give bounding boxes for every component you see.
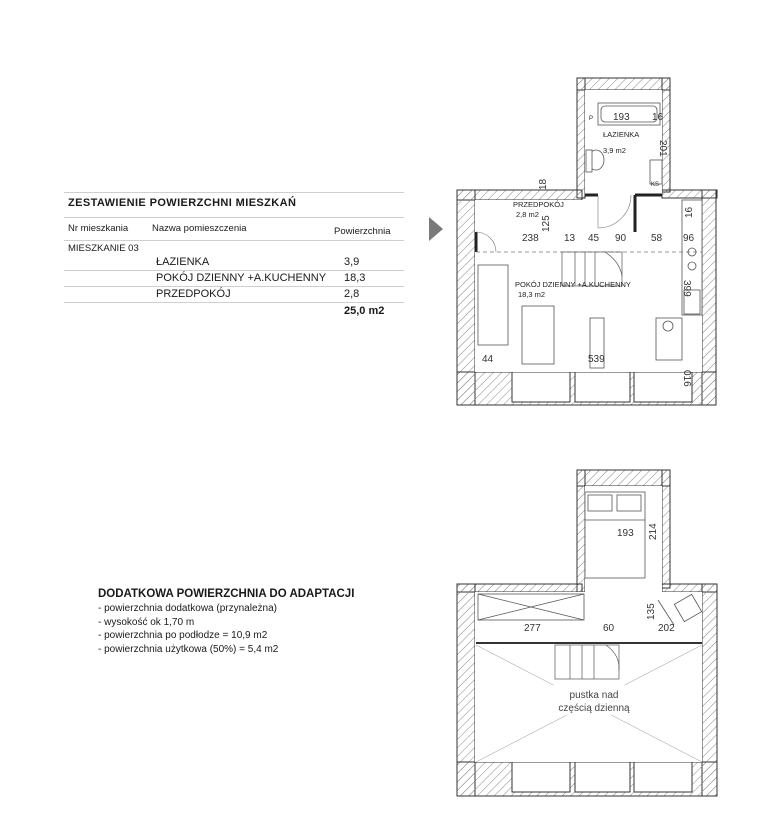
room-area: 3,9 [344, 256, 360, 268]
dim-label: 193 [617, 528, 634, 539]
room-name: POKÓJ DZIENNY +A.KUCHENNY [156, 272, 327, 284]
dim-label: 214 [648, 523, 659, 540]
spiral-stairs [555, 645, 619, 679]
dim-label: 18 [538, 178, 549, 190]
dim-label: 201 [657, 140, 668, 157]
label-ks: KS [651, 182, 660, 188]
dim-label: 539 [588, 354, 605, 365]
table-row [64, 287, 404, 303]
col-room-header: Nazwa pomieszczenia [152, 223, 247, 234]
adaptation-line: - powierzchnia użytkowa (50%) = 5,4 m2 [98, 643, 279, 655]
dim-label: 45 [588, 233, 600, 244]
void-label: pustka nad [569, 690, 619, 701]
dim-label: 202 [658, 623, 675, 634]
area-summary-table [64, 192, 404, 318]
summary-header [64, 217, 404, 240]
upper-floor-plan [450, 460, 720, 800]
room-label-living: POKÓJ DZIENNY +A.KUCHENNY [515, 280, 631, 289]
summary-title: ZESTAWIENIE POWIERZCHNI MIESZKAŃ [64, 192, 404, 217]
table-row [64, 271, 404, 287]
dim-label: 58 [651, 233, 663, 244]
adaptation-line: - wysokość ok 1,70 m [98, 616, 195, 628]
pointer-arrow-icon [428, 216, 444, 242]
dim-label: 13 [564, 233, 576, 244]
dim-label: 135 [646, 603, 657, 620]
dim-label: 125 [541, 215, 552, 232]
dim-label: 96 [683, 233, 695, 244]
room-area: 2,8 [344, 288, 360, 300]
dim-label: 60 [603, 623, 615, 634]
dim-label: 277 [524, 623, 541, 634]
windows [512, 762, 692, 792]
col-area-header: Powierzchnia [334, 226, 391, 237]
adaptation-title: DODATKOWA POWIERZCHNIA DO ADAPTACJI [98, 588, 355, 600]
area-label-living: 18,3 m2 [518, 290, 546, 299]
apartment-number: MIESZKANIE 03 [68, 243, 139, 254]
col-apartment-header: Nr mieszkania [68, 223, 129, 234]
area-label-bathroom: 3,9 m2 [603, 146, 626, 155]
room-name: ŁAZIENKA [156, 256, 210, 268]
room-label-hall: PRZEDPOKÓJ [513, 200, 564, 209]
lower-floor-plan [450, 70, 720, 410]
dim-label: 193 [613, 112, 630, 123]
room-name: PRZEDPOKÓJ [156, 288, 231, 300]
room-area: 18,3 [344, 272, 366, 284]
windows [512, 372, 692, 402]
dim-label: 44 [482, 354, 494, 365]
dim-label: 238 [522, 233, 539, 244]
room-label-bathroom: ŁAZIENKA [603, 130, 640, 139]
label-p: P [589, 116, 594, 122]
table-row [64, 255, 404, 271]
adaptation-line: - powierzchnia po podłodze = 10,9 m2 [98, 630, 268, 641]
dim-label: 16 [684, 206, 695, 218]
total-area: 25,0 m2 [344, 305, 385, 317]
adaptation-notes [98, 588, 408, 656]
apartment-row [64, 240, 404, 255]
dim-label: 90 [615, 233, 627, 244]
dim-label: 399 [681, 280, 692, 297]
total-row [64, 303, 404, 318]
adaptation-line: - powierzchnia dodatkowa (przynależna) [98, 603, 277, 614]
void-label: częścią dzienną [558, 703, 630, 714]
dim-label: 016 [681, 370, 692, 387]
dim-label: 16 [652, 112, 664, 123]
area-label-hall: 2,8 m2 [516, 210, 539, 219]
